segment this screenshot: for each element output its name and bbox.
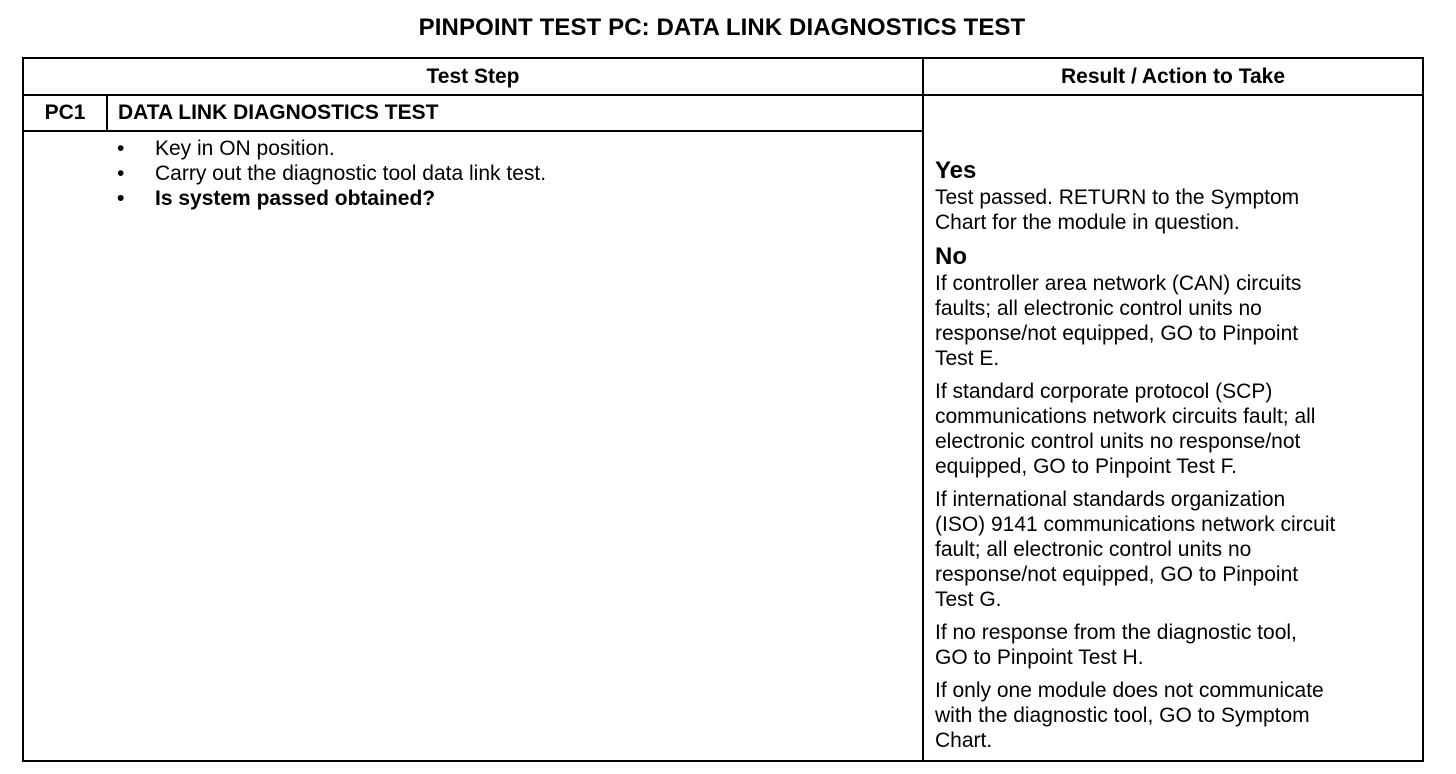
step-title-divider (24, 130, 922, 132)
step-title: DATA LINK DIAGNOSTICS TEST (118, 101, 439, 124)
text-line: fault; all electronic control units no (935, 538, 1252, 561)
text-line: electronic control units no response/not (935, 430, 1301, 453)
no-action-no-response (935, 620, 1422, 670)
no-action-one-module (935, 678, 1422, 753)
text-line: Chart. (935, 729, 993, 752)
instruction-question: Is system passed obtained? (155, 187, 436, 210)
bullet-icon: • (117, 137, 125, 160)
text-line: response/not equipped, GO to Pinpoint (935, 322, 1299, 345)
instruction-text: Key in ON position. (155, 137, 335, 160)
no-action-iso (935, 487, 1422, 612)
text-line: Chart for the module in question. (935, 211, 1240, 234)
step-id: PC1 (44, 101, 86, 124)
text-line: faults; all electronic control units no (935, 297, 1262, 320)
list-item (117, 161, 546, 186)
pinpoint-test-table (22, 57, 1424, 762)
list-item (117, 136, 546, 161)
text-line: equipped, GO to Pinpoint Test F. (935, 455, 1237, 478)
bullet-icon: • (117, 162, 125, 185)
header-test-step: Test Step (426, 65, 520, 88)
yes-action (935, 185, 1422, 235)
yes-label: Yes (935, 157, 977, 184)
text-line: Test G. (935, 588, 1002, 611)
text-line: GO to Pinpoint Test H. (935, 646, 1144, 669)
text-line: If only one module does not communicate (935, 679, 1324, 702)
results-column (935, 157, 1422, 761)
page-title: PINPOINT TEST PC: DATA LINK DIAGNOSTICS TEST (418, 14, 1026, 41)
list-item (117, 186, 546, 211)
no-label: No (935, 243, 967, 270)
text-line: If no response from the diagnostic tool, (935, 621, 1297, 644)
step-instructions (117, 136, 546, 211)
text-line: If international standards organization (935, 488, 1286, 511)
no-action-can (935, 271, 1422, 371)
text-line: with the diagnostic tool, GO to Symptom (935, 704, 1310, 727)
text-line: response/not equipped, GO to Pinpoint (935, 563, 1299, 586)
text-line: communications network circuits fault; all (935, 405, 1316, 428)
header-result-action: Result / Action to Take (1060, 65, 1286, 88)
no-action-scp (935, 379, 1422, 479)
text-line: If controller area network (CAN) circuits (935, 272, 1302, 295)
text-line: If standard corporate protocol (SCP) (935, 380, 1273, 403)
text-line: Test passed. RETURN to the Symptom (935, 186, 1300, 209)
text-line: (ISO) 9141 communications network circuit (935, 513, 1336, 536)
column-divider (922, 59, 924, 760)
bullet-icon: • (117, 187, 125, 210)
step-id-divider (106, 96, 108, 130)
instruction-text: Carry out the diagnostic tool data link test. (155, 162, 547, 185)
text-line: Test E. (935, 347, 1000, 370)
